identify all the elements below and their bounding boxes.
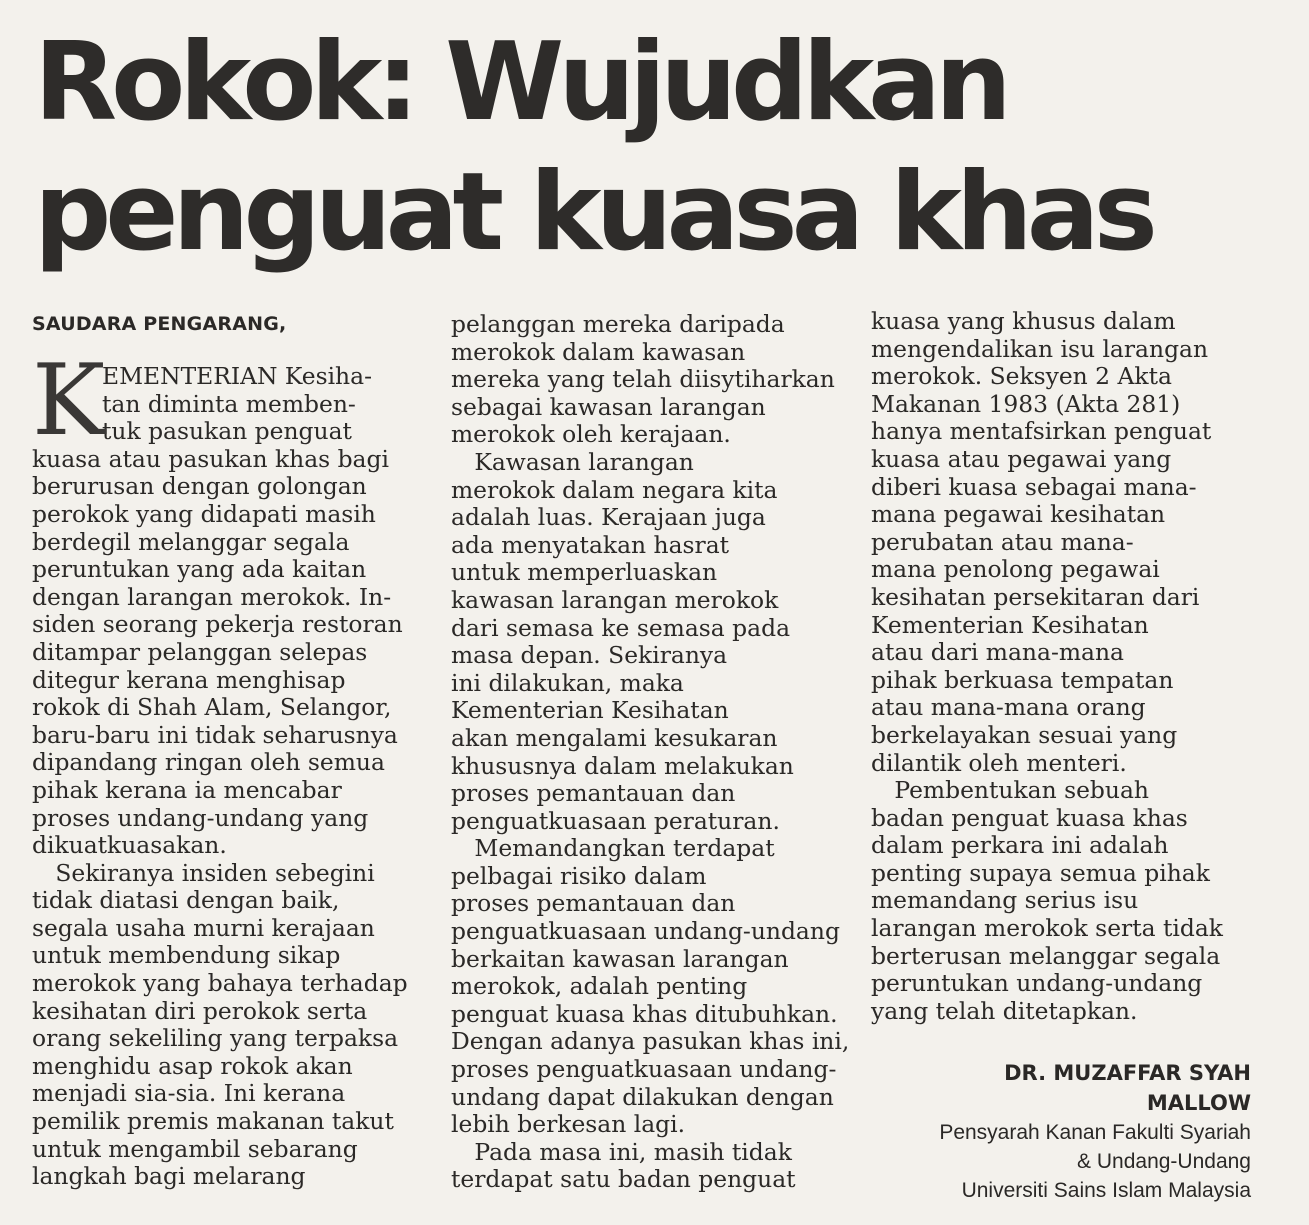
article-text-line: proses penguatkuasaan undang- (451, 1055, 837, 1084)
headline-line-2: penguat kuasa khas (34, 150, 1152, 275)
article-text-line: dalam perkara ini adalah (871, 831, 1169, 860)
article-text-line: pihak kerana ia mencabar (32, 775, 342, 804)
article-text-line: pemilik premis makanan takut (32, 1107, 394, 1136)
article-text-line: dipandang ringan oleh semua (32, 748, 385, 777)
article-text-line: berkelayakan sesuai yang (871, 720, 1178, 749)
article-text-line: untuk mengambil sebarang (32, 1134, 358, 1163)
article-text-line: diberi kuasa sebagai mana- (871, 472, 1197, 501)
article-text-line: penguatkuasaan undang-undang (451, 917, 840, 946)
author-name-line-1: DR. MUZAFFAR SYAH (1004, 1061, 1251, 1085)
article-text-line: penting supaya semua pihak (871, 858, 1210, 887)
article-text-line: merokok yang bahaya terhadap (32, 969, 408, 998)
article-text-line: Kementerian Kesihatan (871, 610, 1149, 639)
article-text-line: rokok di Shah Alam, Selangor, (32, 693, 392, 722)
article-text-line: merokok dalam negara kita (451, 475, 778, 504)
article-text-line: akan mengalami kesukaran (451, 723, 778, 752)
article-text-line: tan diminta memben- (102, 389, 356, 418)
article-column-3 (871, 308, 1259, 1025)
article-text-line: larangan merokok serta tidak (871, 914, 1223, 943)
article-text-line: merokok dalam kawasan (451, 337, 746, 366)
article-text-line: tuk pasukan penguat (102, 417, 352, 446)
article-text-line: ini dilakukan, maka (451, 668, 684, 697)
article-text-line: Makanan 1983 (Akta 281) (871, 389, 1181, 418)
article-text-line: mereka yang telah diisytiharkan (451, 365, 835, 394)
article-text-line: khususnya dalam melakukan (451, 751, 794, 780)
article-text-line: kesihatan persekitaran dari (871, 582, 1200, 611)
article-text-line: kuasa atau pegawai yang (871, 444, 1172, 473)
article-text-line: peruntukan yang ada kaitan (32, 555, 367, 584)
article-text-line: hanya mentafsirkan penguat (871, 417, 1212, 446)
article-text-line: perokok yang didapati masih (32, 499, 376, 528)
article-text-line: mana penolong pegawai (871, 555, 1160, 584)
drop-cap-letter: K (32, 344, 106, 458)
article-text-line: dikuatkuasakan. (32, 831, 227, 860)
article-text-line: peruntukan undang-undang (871, 969, 1203, 998)
article-text-line: berkaitan kawasan larangan (451, 944, 789, 973)
article-text-line: Pada masa ini, masih tidak (451, 1137, 792, 1166)
article-text-line: orang sekeliling yang terpaksa (32, 1024, 399, 1053)
author-role-line-2: & Undang-Undang (1077, 1150, 1251, 1173)
article-text-line: yang telah ditetapkan. (871, 996, 1138, 1025)
author-role-line-1: Pensyarah Kanan Fakulti Syariah (939, 1121, 1251, 1144)
article-text-line: tidak diatasi dengan baik, (32, 886, 340, 915)
article-text-line: ada menyatakan hasrat (451, 530, 730, 559)
article-text-line: lebih berkesan lagi. (451, 1110, 686, 1139)
article-text-line: terdapat satu badan penguat (451, 1165, 796, 1194)
article-text-line: proses pemantauan dan (451, 779, 736, 808)
headline (34, 18, 1274, 278)
article-text-line: penguat kuasa khas ditubuhkan. (451, 999, 838, 1028)
article-text-line: ditampar pelanggan selepas (32, 637, 368, 666)
article-text-line: atau mana-mana orang (871, 693, 1146, 722)
article-text-line: Kawasan larangan (451, 447, 694, 476)
article-text-line: ditegur kerana menghisap (32, 665, 346, 694)
article-text-line: pelanggan mereka daripada (451, 310, 785, 338)
article-text-line: badan penguat kuasa khas (871, 803, 1188, 832)
article-text-line: kuasa yang khusus dalam (871, 307, 1176, 335)
article-text-line: kawasan larangan merokok (451, 585, 779, 614)
author-role-line-3: Universiti Sains Islam Malaysia (961, 1179, 1251, 1202)
drop-cap-paragraph (32, 344, 410, 458)
article-text-line: sebagai kawasan larangan (451, 392, 766, 421)
article-text-line: Memandangkan terdapat (451, 834, 775, 863)
article-text-line: dengan larangan merokok. In- (32, 582, 392, 611)
article-text-line: Kementerian Kesihatan (451, 696, 729, 725)
article-text-line: segala usaha murni kerajaan (32, 913, 375, 942)
article-text-line: EMENTERIAN Kesiha- (102, 362, 372, 390)
article-text-line: berurusan dengan golongan (32, 472, 367, 501)
headline-line-1: Rokok: Wujudkan (34, 20, 1006, 145)
article-text-line: proses pemantauan dan (451, 889, 736, 918)
author-name-line-2: MALLOW (1146, 1091, 1251, 1115)
article-text-line: baru-baru ini tidak seharusnya (32, 720, 398, 749)
article-text-line: adalah luas. Kerajaan juga (451, 503, 766, 532)
article-text-line: langkah bagi melarang (32, 1162, 306, 1191)
article-text-line: masa depan. Sekiranya (451, 641, 728, 670)
article-text-line: mana pegawai kesihatan (871, 500, 1166, 529)
article-text-line: mengendalikan isu larangan (871, 334, 1209, 363)
article-text-line: proses undang-undang yang (32, 803, 369, 832)
article-text-line: Pembentukan sebuah (871, 776, 1149, 805)
article-text-line: berterusan melanggar segala (871, 941, 1221, 970)
article-text-line: kesihatan diri perokok serta (32, 996, 368, 1025)
article-text-line: undang dapat dilakukan dengan (451, 1082, 834, 1111)
article-text-line: berdegil melanggar segala (32, 527, 350, 556)
article-text-line: siden seorang pekerja restoran (32, 610, 403, 639)
article-text-line: menjadi sia-sia. Ini kerana (32, 1079, 346, 1108)
article-text-line: untuk memperluaskan (451, 558, 718, 587)
article-text-line: Dengan adanya pasukan khas ini, (451, 1027, 850, 1056)
article-column-2 (451, 310, 850, 1194)
article-text-line: atau dari mana-mana (871, 638, 1124, 667)
article-text-line: kuasa atau pasukan khas bagi (32, 444, 389, 473)
article-text-line: merokok oleh kerajaan. (451, 420, 731, 449)
author-block (939, 1058, 1251, 1205)
article-text-line: merokok, adalah penting (451, 972, 748, 1001)
column-1-body (32, 446, 410, 1191)
article-text-line: dilantik oleh menteri. (871, 748, 1127, 777)
article-text-line: pihak berkuasa tempatan (871, 665, 1174, 694)
article-text-line: Sekiranya insiden sebegini (32, 858, 375, 887)
article-column-1 (32, 310, 410, 1191)
article-text-line: penguatkuasaan peraturan. (451, 806, 780, 835)
column-2-body (451, 310, 850, 1194)
article-text-line: dari semasa ke semasa pada (451, 613, 791, 642)
article-text-line: merokok. Seksyen 2 Akta (871, 362, 1172, 391)
article-text-line: untuk membendung sikap (32, 941, 341, 970)
article-text-line: menghidu asap rokok akan (32, 1051, 353, 1080)
article-text-line: memandang serius isu (871, 886, 1139, 915)
article-text-line: pelbagai risiko dalam (451, 861, 707, 890)
salutation: SAUDARA PENGARANG, (32, 313, 287, 335)
article-text-line: perubatan atau mana- (871, 527, 1134, 556)
column-3-body (871, 308, 1259, 1025)
